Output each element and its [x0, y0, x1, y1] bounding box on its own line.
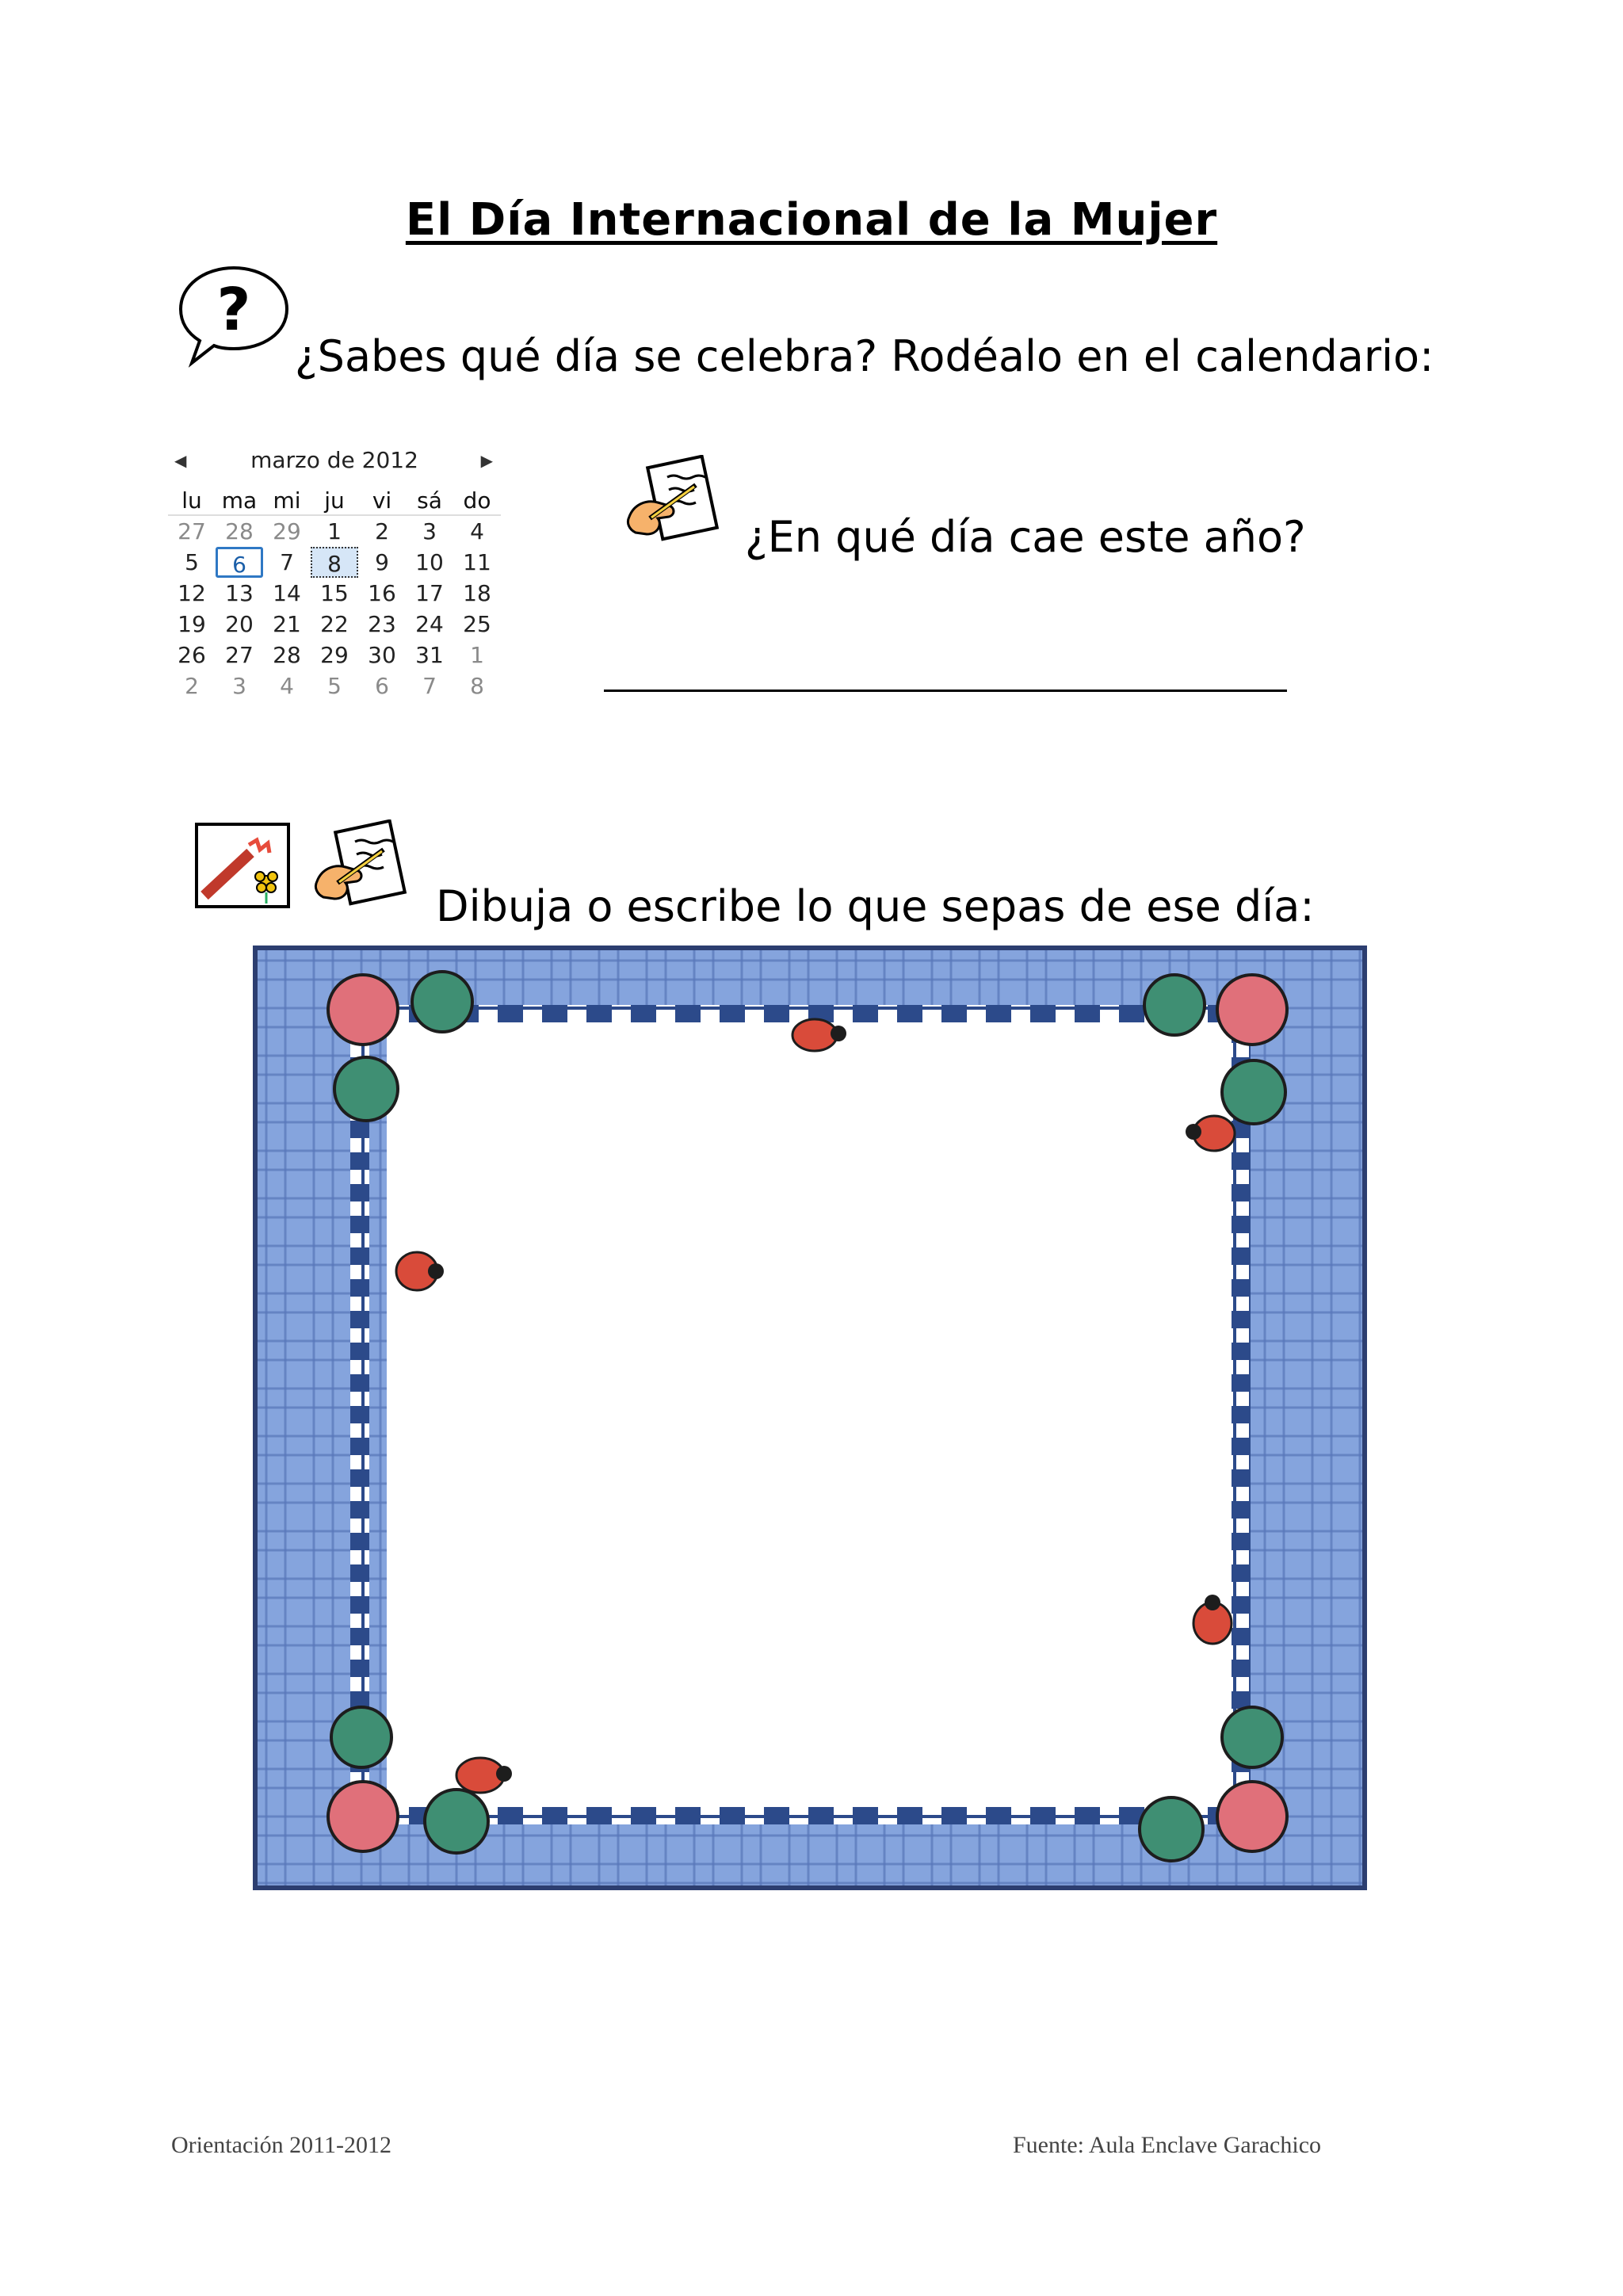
calendar-day[interactable]: 9 — [375, 549, 389, 575]
calendar-day[interactable]: 13 — [225, 580, 254, 606]
hand-writing-icon — [311, 819, 412, 913]
crayon-drawing-icon — [193, 821, 293, 910]
calendar-day[interactable]: 8 — [470, 673, 484, 699]
footer-source: Fuente: Aula Enclave Garachico — [1013, 2132, 1322, 2158]
calendar-day[interactable]: 7 — [422, 673, 437, 699]
calendar-day[interactable]: 10 — [415, 549, 444, 575]
calendar-day[interactable]: 24 — [415, 611, 444, 637]
calendar-day[interactable]: 1 — [327, 518, 342, 544]
question-celebration: ¿Sabes qué día se celebra? Rodéalo en el calendario: — [295, 331, 1434, 381]
calendar-day[interactable]: 3 — [232, 673, 246, 699]
calendar-day[interactable]: 12 — [178, 580, 206, 606]
page-title: El Día Internacional de la Mujer — [405, 194, 1218, 246]
calendar-weekday: ju — [311, 485, 358, 516]
calendar-grid — [168, 485, 501, 701]
right-triangle-icon[interactable]: ▶ — [480, 451, 493, 470]
calendar-day[interactable]: 21 — [273, 611, 301, 637]
calendar-header — [168, 444, 501, 477]
calendar-day[interactable]: 2 — [375, 518, 389, 544]
calendar-weekday: lu — [168, 485, 216, 516]
calendar-day[interactable]: 3 — [422, 518, 437, 544]
question-draw-write: Dibuja o escribe lo que sepas de ese día: — [436, 881, 1315, 931]
left-triangle-icon[interactable]: ◀ — [174, 451, 187, 470]
question-weekday: ¿En qué día cae este año? — [745, 512, 1306, 562]
calendar-month-label: marzo de 2012 — [250, 447, 418, 473]
calendar-day[interactable]: 29 — [320, 642, 349, 668]
calendar-day[interactable]: 27 — [178, 518, 206, 544]
calendar-day[interactable]: 27 — [225, 642, 254, 668]
calendar-day[interactable]: 8 — [311, 547, 358, 578]
calendar-day[interactable]: 26 — [178, 642, 206, 668]
calendar-day[interactable]: 30 — [368, 642, 396, 668]
calendar-day[interactable]: 5 — [185, 549, 199, 575]
calendar-day[interactable]: 31 — [415, 642, 444, 668]
calendar-day[interactable]: 4 — [280, 673, 294, 699]
calendar-day[interactable]: 14 — [273, 580, 301, 606]
calendar-day[interactable]: 18 — [463, 580, 491, 606]
calendar-day[interactable]: 17 — [415, 580, 444, 606]
calendar-day[interactable]: 1 — [470, 642, 484, 668]
calendar-day[interactable]: 6 — [375, 673, 389, 699]
calendar-day[interactable]: 23 — [368, 611, 396, 637]
footer-course: Orientación 2011-2012 — [171, 2132, 391, 2158]
svg-text:?: ? — [216, 276, 251, 344]
hand-writing-icon — [623, 455, 724, 548]
calendar-day[interactable]: 5 — [327, 673, 342, 699]
calendar-weekday: vi — [358, 485, 406, 516]
calendar-day[interactable]: 7 — [280, 549, 294, 575]
calendar-day[interactable]: 16 — [368, 580, 396, 606]
calendar-day[interactable]: 11 — [463, 549, 491, 575]
calendar-day[interactable]: 20 — [225, 611, 254, 637]
calendar-day[interactable]: 25 — [463, 611, 491, 637]
calendar — [168, 444, 501, 701]
calendar-day[interactable]: 28 — [273, 642, 301, 668]
calendar-day[interactable]: 2 — [185, 673, 199, 699]
calendar-weekday: sá — [406, 485, 453, 516]
ladybug-flower-border-frame — [252, 945, 1368, 1891]
calendar-weekday: do — [453, 485, 501, 516]
calendar-day[interactable]: 28 — [225, 518, 254, 544]
calendar-day[interactable]: 29 — [273, 518, 301, 544]
calendar-day[interactable]: 6 — [216, 547, 263, 578]
calendar-day[interactable]: 15 — [320, 580, 349, 606]
answer-line[interactable] — [604, 690, 1287, 692]
question-bubble-icon — [176, 262, 292, 368]
calendar-day[interactable]: 22 — [320, 611, 349, 637]
calendar-weekday: ma — [216, 485, 263, 516]
calendar-day[interactable]: 4 — [470, 518, 484, 544]
calendar-day[interactable]: 19 — [178, 611, 206, 637]
calendar-weekday: mi — [263, 485, 311, 516]
